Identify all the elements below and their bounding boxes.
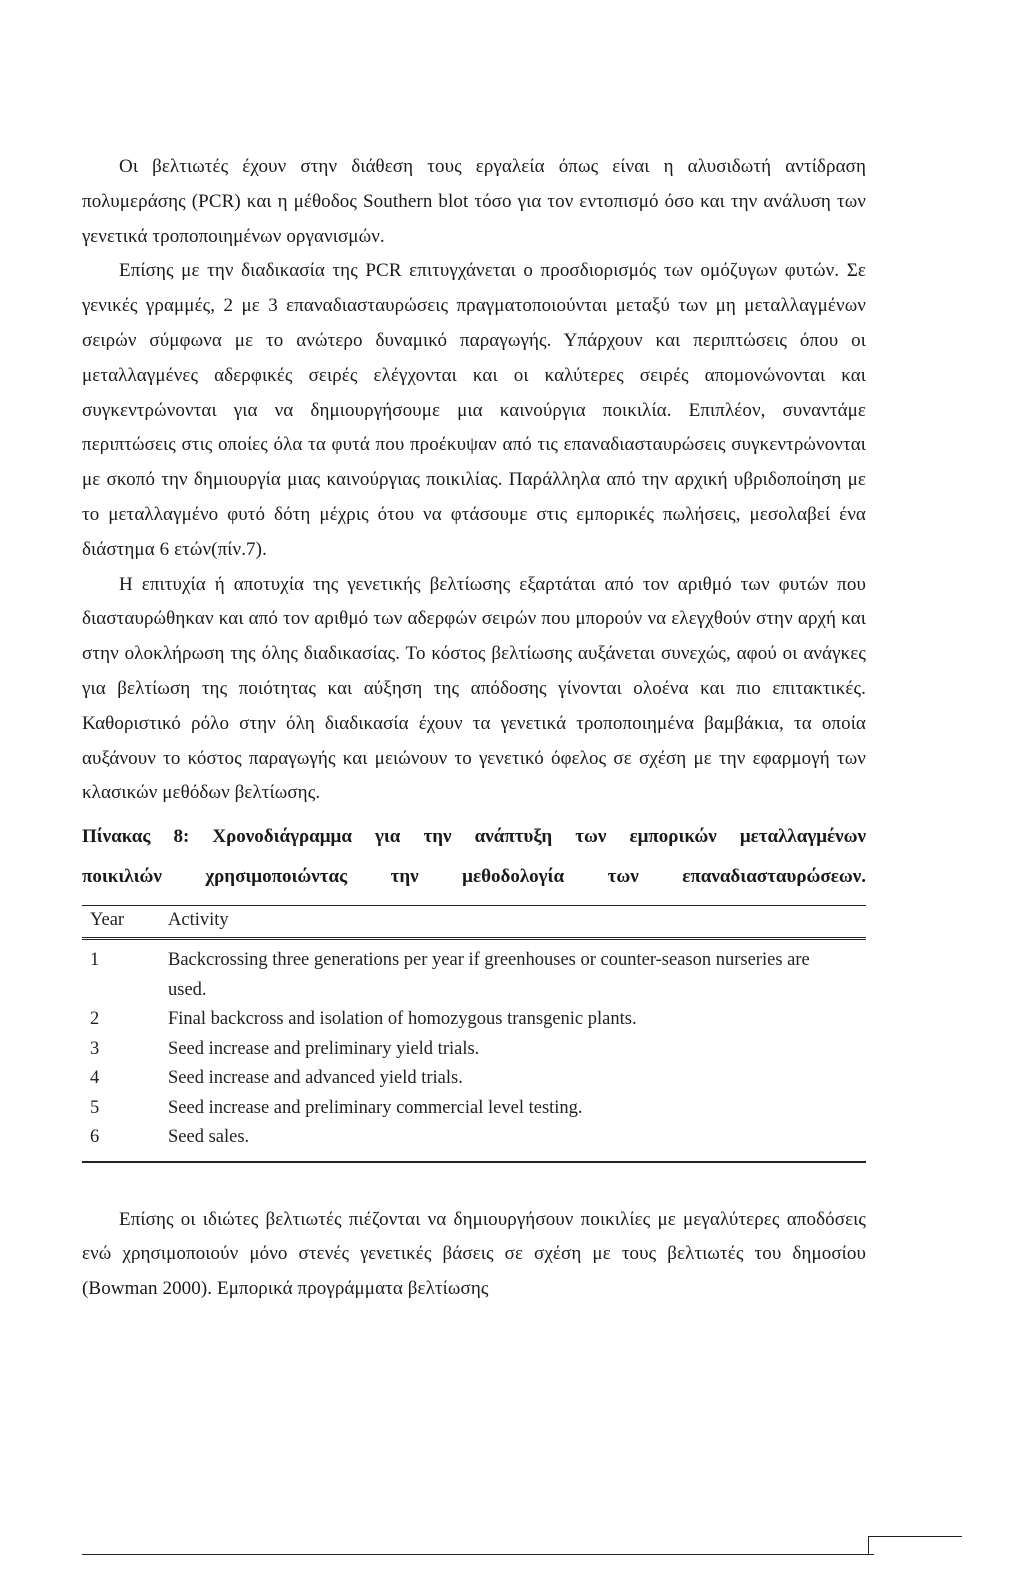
header-activity: Activity	[168, 906, 866, 939]
row-year: 5	[90, 1097, 100, 1118]
table-row	[82, 1005, 866, 1035]
table-row	[82, 1123, 866, 1162]
row-activity: Final backcross and isolation of homozygous transgenic plants.	[168, 1009, 637, 1030]
row-year: 3	[90, 1038, 100, 1059]
table-row	[82, 1064, 866, 1094]
header-year: Year	[82, 906, 168, 939]
table-caption-line-1: Πίνακας 8: Χρονοδιάγραμμα για την ανάπτυξη των εμπορικών μεταλλαγμένων	[82, 826, 866, 848]
table-caption	[82, 817, 866, 897]
row-year: 6	[82, 1123, 168, 1162]
row-activity: Seed increase and advanced yield trials.	[168, 1068, 463, 1089]
paragraph-pcr-backcrossing: Επίσης με την διαδικασία της PCR επιτυγχάνεται ο προσδιορισμός των ομόζυγων φυτών. Σε γενικές γραμμές, 2 με 3 επαναδιασταυρώσεις πραγματοποιούνται μεταξύ των μη μεταλλαγμένων σειρών σύμφωνα με το ανώτερο δυναμικό παραγωγής. Υπάρχουν και περιπτώσεις όπου οι μεταλλαγμένες αδερφικές σειρές ελέγχονται και οι καλύτερες σειρές απομονώνονται και συγκεντρώνονται για να δημιουργήσουμε μια καινούργια ποικιλία. Επιπλέον, συναντάμε περιπτώσεις στις οποίες όλα τα φυτά που προέκυψαν από τις επαναδιασταυρώσεις συγκεντρώνονται με σκοπό την δημιουργία μιας καινούργιας ποικιλίας. Παράλληλα από την αρχική υβριδοποίηση με το μεταλλαγμένο φυτό δότη μέχρις ότου να φτάσουμε στις εμπορικές πωλήσεις, μεσολαβεί ένα διάστημα 6 ετών(πίν.7).	[82, 260, 866, 560]
row-activity: Backcrossing three generations per year if greenhouses or counter-season nurseries are used.	[168, 950, 810, 1000]
development-timeline-table	[82, 905, 866, 1163]
table-row	[82, 1035, 866, 1065]
row-year: 2	[90, 1009, 100, 1030]
table-header-row	[82, 906, 866, 939]
footer-line	[82, 1554, 874, 1555]
footer-line-right	[868, 1536, 962, 1537]
footer-rule	[82, 1548, 866, 1558]
table-caption-line-2: ποικιλιών χρησιμοποιώντας την μεθοδολογία των επαναδιασταυρώσεων.	[82, 866, 866, 888]
paragraph-private-breeders: Επίσης οι ιδιώτες βελτιωτές πιέζονται να δημιουργήσουν ποικιλίες με μεγαλύτερες αποδόσεις ενώ χρησιμοποιούν μόνο στενές γενετικές βάσεις σε σχέση με τους βελτιωτές του δημοσίου (Bowman 2000). Εμπορικά προγράμματα βελτίωσης	[82, 1208, 866, 1300]
footer-tick	[868, 1536, 869, 1554]
paragraph-tools: Οι βελτιωτές έχουν στην διάθεση τους εργαλεία όπως είναι η αλυσιδωτή αντίδραση πολυμεράσης (PCR) και η μέθοδος Southern blot τόσο για τον εντοπισμό όσο και την ανάλυση των γενετικά τροποποιημένων οργανισμών.	[82, 156, 866, 247]
document-page	[82, 150, 866, 1307]
row-activity: Seed sales.	[168, 1123, 866, 1162]
row-activity: Seed increase and preliminary yield trials.	[168, 1038, 480, 1059]
row-activity: Seed increase and preliminary commercial level testing.	[168, 1097, 583, 1118]
table-row	[82, 1094, 866, 1124]
row-year: 1	[90, 950, 100, 971]
table-row	[82, 939, 866, 1006]
paragraph-success-factors: Η επιτυχία ή αποτυχία της γενετικής βελτίωσης εξαρτάται από τον αριθμό των φυτών που διασταυρώθηκαν και από τον αριθμό των αδερφών σειρών που μπορούν να ελεγχθούν στην αρχή και στην ολοκλήρωση της όλης διαδικασίας. Το κόστος βελτίωσης αυξάνεται συνεχώς, αφού οι ανάγκες για βελτίωση της ποιότητας και αύξηση της απόδοσης γίνονται ολοένα και πιο επιτακτικές. Καθοριστικό ρόλο στην όλη διαδικασία έχουν τα γενετικά τροποποιημένα βαμβάκια, τα οποία αυξάνουν το κόστος παραγωγής και μειώνουν το γενετικό όφελος σε σχέση με την εφαρμογή των κλασικών μεθόδων βελτίωσης.	[82, 573, 866, 804]
row-year: 4	[90, 1068, 100, 1089]
